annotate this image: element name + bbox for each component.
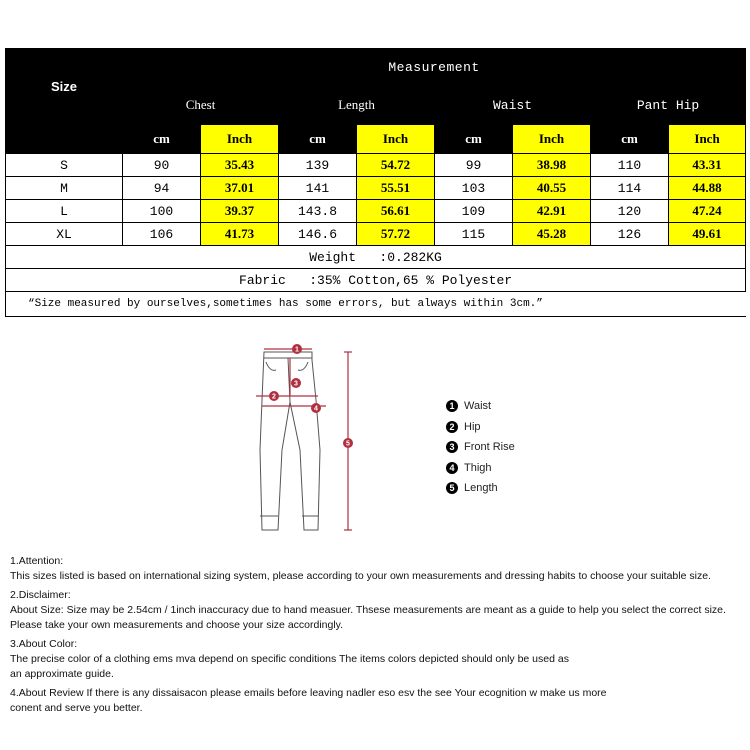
table-row [6,177,746,200]
cm-value-cell: 143.8 [279,200,357,223]
legend-item-hip [446,417,515,438]
marker-hip [269,391,279,401]
cm-value-cell: 103 [435,177,513,200]
cm-value-cell: 146.6 [279,223,357,246]
cm-value-cell: 106 [123,223,201,246]
cm-value-cell: 94 [123,177,201,200]
svg-text:1: 1 [295,346,299,354]
column-header-waist: Waist [435,86,591,125]
cm-value-cell: 115 [435,223,513,246]
inch-value-cell: 42.91 [513,200,591,223]
note-title: 1.Attention: [10,555,64,567]
cm-value-cell: 126 [591,223,669,246]
inch-value-cell: 45.28 [513,223,591,246]
column-header-chest: Chest [123,86,279,125]
note-line: Please take your own measurements and choose your size accordingly. [10,619,344,631]
size-cell: M [6,177,123,200]
inch-value-cell: 43.31 [669,154,746,177]
legend-number: 4 [446,462,458,474]
note-about-review [10,686,750,716]
legend-item-thigh [446,458,515,479]
inch-value-cell: 49.61 [669,223,746,246]
size-cell: S [6,154,123,177]
column-header-length: Length [279,86,435,125]
legend-number: 3 [446,441,458,453]
table-row [6,200,746,223]
size-cell: XL [6,223,123,246]
note-about-color [10,637,750,682]
note-line: an approximate guide. [10,668,114,680]
size-cell: L [6,200,123,223]
marker-length [343,438,353,448]
note-title: 2.Disclaimer: [10,589,71,601]
inch-value-cell: 38.98 [513,154,591,177]
inch-value-cell: 55.51 [357,177,435,200]
unit-inch-header: Inch [513,125,591,154]
unit-header-blank [6,125,123,154]
cm-value-cell: 114 [591,177,669,200]
legend-item-front-rise [446,437,515,458]
inch-value-cell: 37.01 [201,177,279,200]
legend-label: Hip [464,420,481,433]
inch-value-cell: 40.55 [513,177,591,200]
note-title: 3.About Color: [10,638,78,650]
legend-label: Front Rise [464,441,515,454]
note-line: This sizes listed is based on international sizing system, please according to your own measurements and dressing habits to choose your suitable size. [10,570,711,582]
legend-label: Length [464,482,498,495]
cm-value-cell: 120 [591,200,669,223]
legend-item-waist [446,396,515,417]
cm-value-cell: 100 [123,200,201,223]
unit-cm-header: cm [591,125,669,154]
unit-cm-header: cm [435,125,513,154]
measurement-legend [446,396,515,499]
marker-waist [292,344,302,354]
note-line: 4.About Review If there is any dissaisacon please emails before leaving nadler eso esv the see Your ecognition w make us more [10,687,607,699]
column-header-pant-hip: Pant Hip [591,86,746,125]
measurement-note: “Size measured by ourselves,sometimes has some errors, but always within 3cm.” [6,292,746,317]
inch-value-cell: 35.43 [201,154,279,177]
legend-item-length [446,478,515,499]
legend-number: 5 [446,482,458,494]
legend-label: Waist [464,400,492,413]
cm-value-cell: 141 [279,177,357,200]
table-row [6,223,746,246]
fabric-info: Fabric :35% Cotton,65 % Polyester [6,269,746,292]
cm-value-cell: 109 [435,200,513,223]
cm-value-cell: 110 [591,154,669,177]
note-line: conent and serve you better. [10,702,143,714]
inch-value-cell: 57.72 [357,223,435,246]
size-chart-table [5,48,746,317]
cm-value-cell: 90 [123,154,201,177]
unit-inch-header: Inch [201,125,279,154]
note-line: About Size: Size may be 2.54cm / 1inch inaccuracy due to hand measuer. Thsese measurements are meant as a guide to help you select the correct size. [10,604,726,616]
size-header: Size [6,49,123,125]
inch-value-cell: 39.37 [201,200,279,223]
note-attention [10,554,750,584]
measure-lines [256,346,352,530]
marker-thigh [311,403,321,413]
svg-text:5: 5 [346,440,350,448]
measurement-header: Measurement [123,49,746,86]
notes-section [10,554,750,720]
svg-text:4: 4 [314,405,318,413]
unit-inch-header: Inch [357,125,435,154]
unit-cm-header: cm [279,125,357,154]
inch-value-cell: 41.73 [201,223,279,246]
legend-number: 1 [446,400,458,412]
legend-label: Thigh [464,461,492,474]
inch-value-cell: 56.61 [357,200,435,223]
marker-front-rise [291,378,301,388]
cm-value-cell: 99 [435,154,513,177]
unit-inch-header: Inch [669,125,746,154]
inch-value-cell: 44.88 [669,177,746,200]
legend-number: 2 [446,421,458,433]
note-line: The precise color of a clothing ems mva depend on specific conditions The items colors depicted should only be used as [10,653,569,665]
inch-value-cell: 54.72 [357,154,435,177]
cm-value-cell: 139 [279,154,357,177]
svg-text:2: 2 [272,393,276,401]
note-disclaimer [10,588,750,633]
table-row [6,154,746,177]
inch-value-cell: 47.24 [669,200,746,223]
weight-info: Weight :0.282KG [6,246,746,269]
unit-cm-header: cm [123,125,201,154]
svg-text:3: 3 [294,380,298,388]
pants-measurement-diagram [250,340,370,540]
